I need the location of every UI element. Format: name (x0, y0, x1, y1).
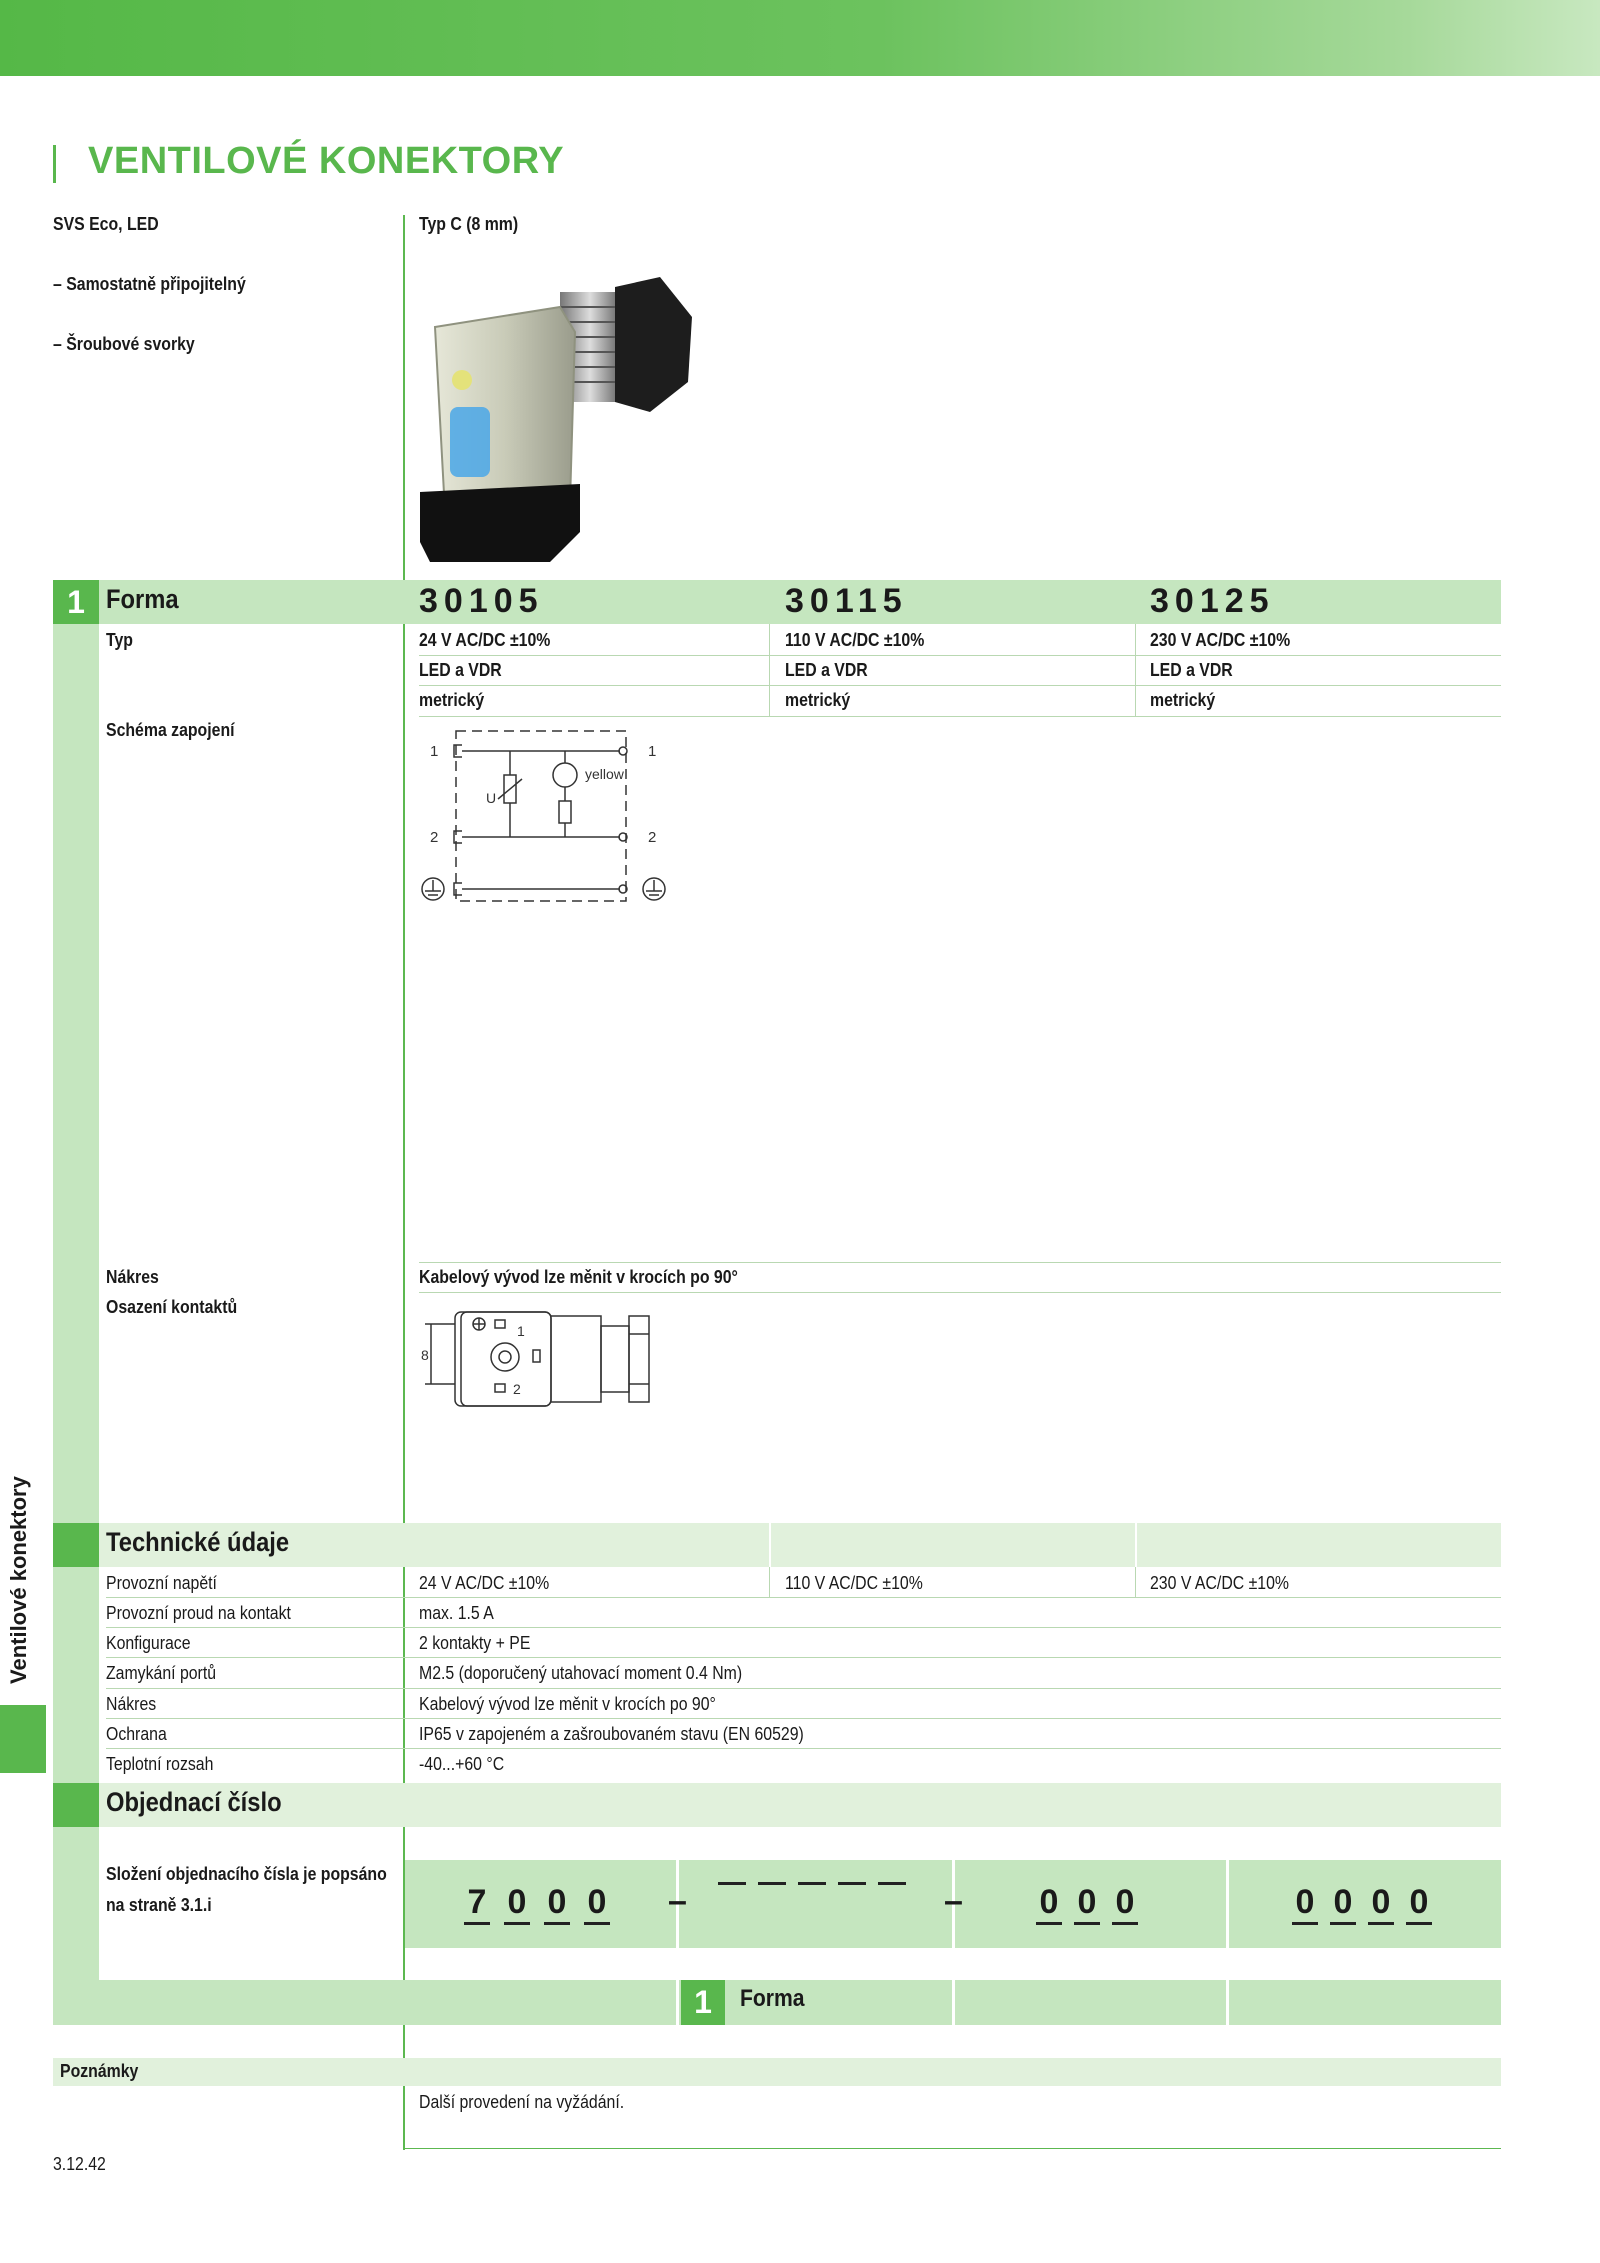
label-osazeni: Osazení kontaktů (106, 1297, 238, 1317)
order-heading: Objednací číslo (106, 1787, 282, 1817)
side-tab-label: Ventilové konektory (6, 1476, 31, 1684)
tech-value-5: IP65 v zapojeném a zašroubovaném stavu (EN 60529) (419, 1724, 804, 1744)
intro-line-2: – Samostatně připojitelný (53, 274, 246, 294)
svg-text:2: 2 (648, 829, 657, 846)
typ-3: 230 V AC/DC ±10% (1150, 630, 1291, 650)
title-marker (53, 145, 56, 183)
thread-1: metrický (419, 690, 485, 710)
tech-badge (53, 1523, 99, 1567)
tech-heading: Technické údaje (106, 1527, 290, 1557)
order-group-1 (464, 1882, 610, 1925)
product-code-3: 30125 (1150, 582, 1275, 620)
order-slot[interactable] (758, 1882, 786, 1885)
side-tab-marker (0, 1705, 46, 1773)
tech-value-3: M2.5 (doporučený utahovací moment 0.4 Nm) (419, 1663, 743, 1683)
connector-photo (410, 262, 700, 562)
tech-label-4: Nákres (106, 1694, 157, 1714)
svg-text:U: U (486, 790, 497, 806)
order-note-line-1: Složení objednacího čísla je popsáno (106, 1864, 387, 1884)
tech-value-2: 2 kontakty + PE (419, 1633, 531, 1653)
contact-drawing (415, 1302, 675, 1412)
label-typ: Typ (106, 630, 133, 650)
typ-2: 110 V AC/DC ±10% (785, 630, 925, 650)
order-digit: 0 (1074, 1882, 1100, 1925)
page-title: VENTILOVÉ KONEKTORY (88, 140, 565, 182)
tech-label-0: Provozní napětí (106, 1573, 217, 1593)
svg-text:1: 1 (430, 743, 439, 760)
legend-label: Forma (740, 1985, 805, 2012)
tech-label-5: Ochrana (106, 1724, 167, 1744)
order-digit: 0 (584, 1882, 610, 1925)
order-digit: 0 (1406, 1882, 1432, 1925)
svg-text:1: 1 (648, 743, 657, 760)
tech-value-1: max. 1.5 A (419, 1603, 494, 1623)
order-digit: 0 (1330, 1882, 1356, 1925)
order-digit: 0 (504, 1882, 530, 1925)
nakres-text: Kabelový vývod lze měnit v krocích po 90° (419, 1267, 738, 1287)
typ-1: 24 V AC/DC ±10% (419, 630, 551, 650)
order-slot[interactable] (718, 1882, 746, 1885)
tech-value-0-2: 230 V AC/DC ±10% (1150, 1573, 1290, 1593)
intro-line-1: SVS Eco, LED (53, 214, 159, 234)
tech-value-4: Kabelový vývod lze měnit v krocích po 90° (419, 1694, 716, 1714)
intro-line-3: – Šroubové svorky (53, 334, 195, 354)
tech-label-1: Provozní proud na kontakt (106, 1603, 291, 1623)
tech-label-3: Zamykání portů (106, 1663, 217, 1683)
notes-heading: Poznámky (60, 2061, 139, 2081)
order-digit: 0 (1036, 1882, 1062, 1925)
order-digit: 0 (544, 1882, 570, 1925)
tech-value-0-0: 24 V AC/DC ±10% (419, 1573, 550, 1593)
product-header: Typ C (8 mm) (419, 214, 519, 234)
order-digit: 0 (1292, 1882, 1318, 1925)
page-number: 3.12.42 (53, 2154, 106, 2174)
order-separator-2: – (944, 1882, 963, 1920)
order-digit: 7 (464, 1882, 490, 1925)
order-slot[interactable] (878, 1882, 906, 1885)
product-code-2: 30115 (785, 582, 908, 620)
svg-text:yellow: yellow (585, 766, 624, 782)
order-group-2[interactable] (718, 1882, 906, 1885)
order-badge (53, 1783, 99, 1827)
order-group-4 (1292, 1882, 1432, 1925)
order-separator-1: – (668, 1882, 687, 1920)
notes-text: Další provedení na vyžádání. (419, 2092, 625, 2112)
order-group-3 (1036, 1882, 1138, 1925)
order-digit: 0 (1368, 1882, 1394, 1925)
tech-label-6: Teplotní rozsah (106, 1754, 214, 1774)
svg-text:2: 2 (513, 1381, 521, 1397)
tech-value-6: -40...+60 °C (419, 1754, 505, 1774)
forma-badge: 1 (53, 580, 99, 624)
order-slot[interactable] (798, 1882, 826, 1885)
product-code-1: 30105 (419, 582, 544, 620)
svg-text:2: 2 (430, 829, 439, 846)
label-nakres: Nákres (106, 1267, 159, 1287)
svg-text:1: 1 (517, 1323, 525, 1339)
legend-badge: 1 (681, 1980, 725, 2025)
order-slot[interactable] (838, 1882, 866, 1885)
top-banner (0, 0, 1600, 76)
tech-label-2: Konfigurace (106, 1633, 191, 1653)
thread-2: metrický (785, 690, 851, 710)
svg-text:8: 8 (421, 1347, 429, 1363)
forma-heading: Forma (106, 584, 179, 614)
notes-header-band (53, 2058, 1501, 2086)
feature-1: LED a VDR (419, 660, 502, 680)
feature-3: LED a VDR (1150, 660, 1233, 680)
order-note-line-2: na straně 3.1.i (106, 1895, 212, 1915)
order-digit: 0 (1112, 1882, 1138, 1925)
forma-header-band (53, 580, 1501, 624)
feature-2: LED a VDR (785, 660, 868, 680)
wiring-schematic (420, 725, 680, 915)
tech-value-0-1: 110 V AC/DC ±10% (785, 1573, 923, 1593)
thread-3: metrický (1150, 690, 1216, 710)
label-schema: Schéma zapojení (106, 720, 235, 740)
